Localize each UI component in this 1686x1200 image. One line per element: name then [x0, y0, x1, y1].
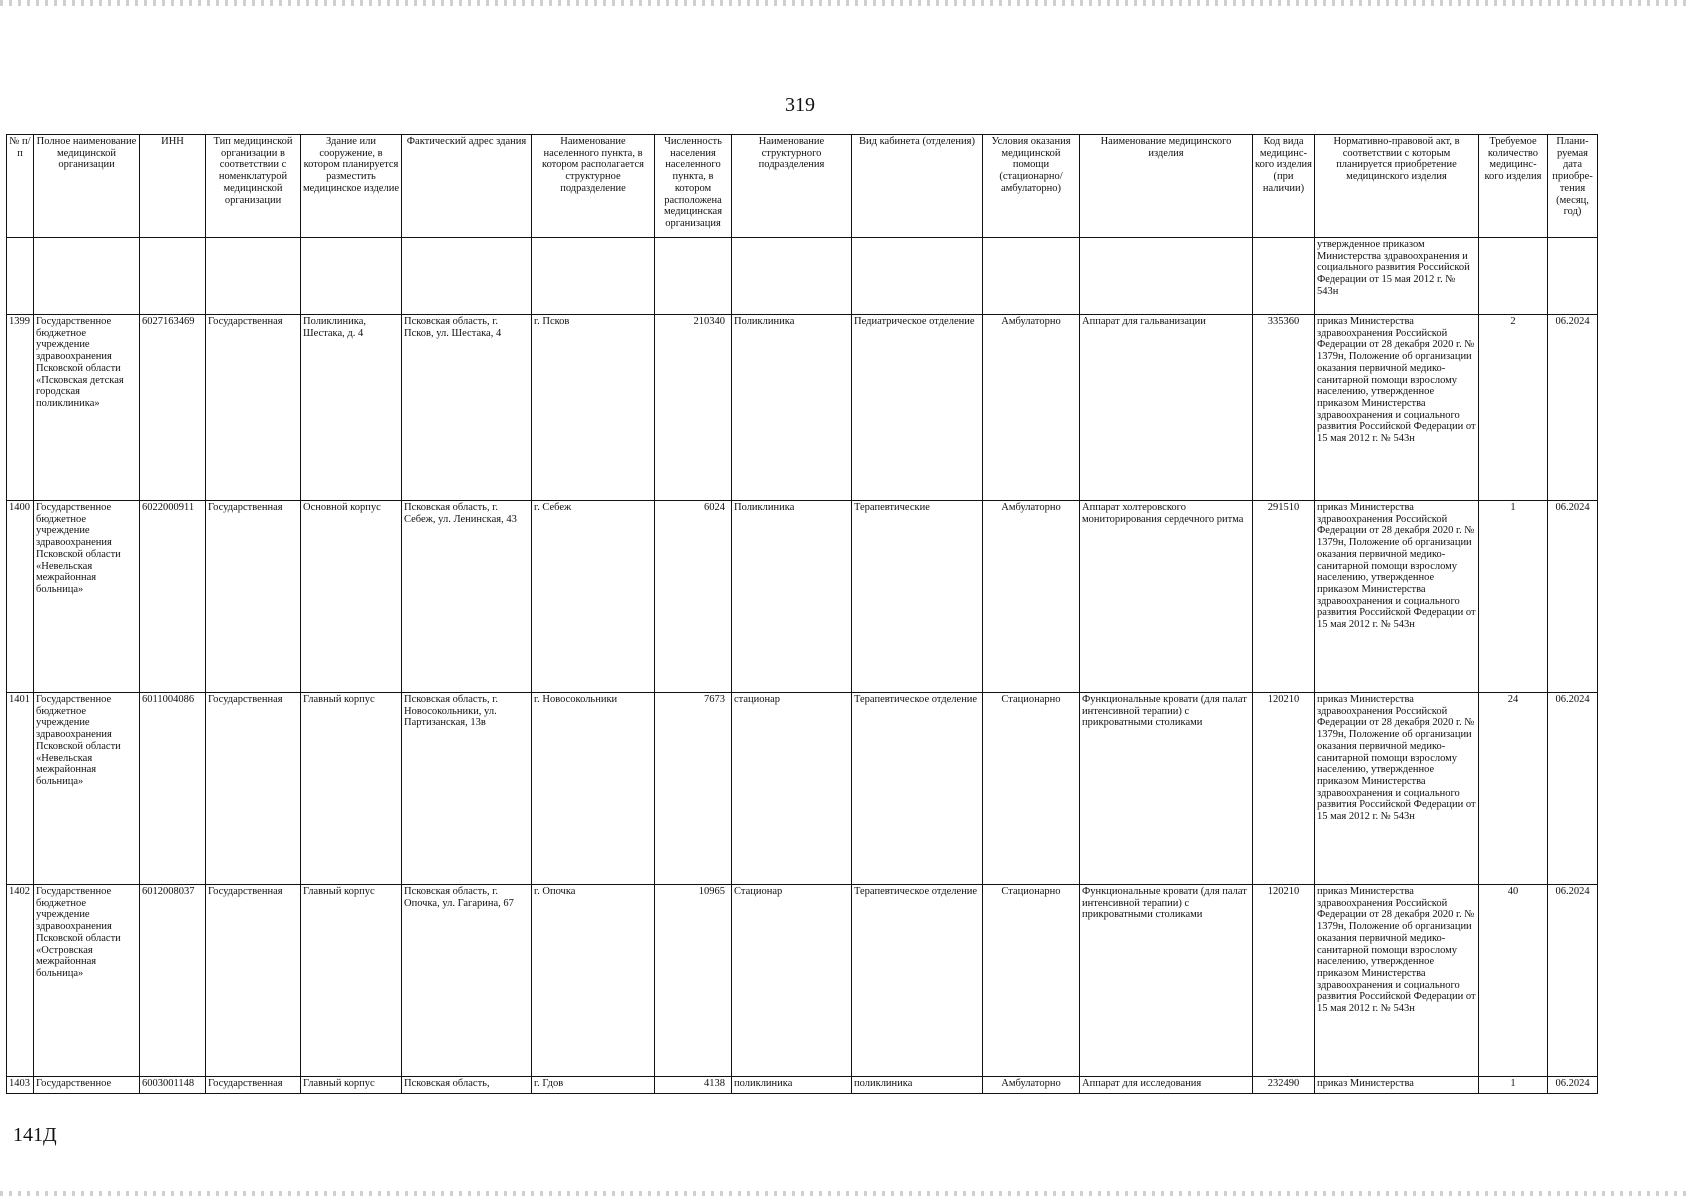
cell-settlement: г. Опочка	[532, 885, 655, 1077]
page-number: 319	[785, 94, 815, 116]
cell-building: Поликлиника, Шестака, д. 4	[301, 315, 402, 501]
table-row	[7, 885, 1598, 1077]
cell-device: Аппарат для гальванизации	[1080, 315, 1253, 501]
cell-settlement: г. Новосокольники	[532, 693, 655, 885]
cell-building: Главный корпус	[301, 885, 402, 1077]
header-settlement: Наименование населенного пункта, в котором располагается структурное подразделение	[532, 135, 655, 238]
cell-act: приказ Министерства здравоохранения Российской Федерации от 28 декабря 2020 г. № 1379н, Положение об организации оказания первичной медико-санитарной помощи взрослому населению, утвержденное приказом Министерства здравоохранения и социального развития Российской Федерации от 15 мая 2012 г. № 543н	[1315, 315, 1479, 501]
cell-act: приказ Министерства здравоохранения Российской Федерации от 28 декабря 2020 г. № 1379н, Положение об организации оказания первичной медико-санитарной помощи взрослому населению, утвержденное приказом Министерства здравоохранения и социального развития Российской Федерации от 15 мая 2012 г. № 543н	[1315, 501, 1479, 693]
cell-code: 120210	[1253, 693, 1315, 885]
header-org: Полное наименование медицинской организации	[34, 135, 140, 238]
cell-act: приказ Министерства здравоохранения Российской Федерации от 28 декабря 2020 г. № 1379н, Положение об организации оказания первичной медико-санитарной помощи взрослому населению, утвержденное приказом Министерства здравоохранения и социального развития Российской Федерации от 15 мая 2012 г. № 543н	[1315, 885, 1479, 1077]
cell-num: 1400	[7, 501, 34, 693]
cell-conditions: Стационарно	[983, 693, 1080, 885]
cell-act-continuation: утвержденное приказом Министерства здравоохранения и социального развития Российской Федерации от 15 мая 2012 г. № 543н	[1315, 238, 1479, 315]
cell-division: стационар	[732, 693, 852, 885]
cell-org: Государственное	[34, 1077, 140, 1094]
cell-division: Стационар	[732, 885, 852, 1077]
cell-num: 1402	[7, 885, 34, 1077]
cell-inn: 6003001148	[140, 1077, 206, 1094]
cell-type: Государственная	[206, 1077, 301, 1094]
cell-org: Государственное бюджетное учреждение здравоохранения Псковской области «Псковская детская городская поликлиника»	[34, 315, 140, 501]
cell-type: Государственная	[206, 693, 301, 885]
cell-num: 1403	[7, 1077, 34, 1094]
table-row	[7, 1077, 1598, 1094]
cell-inn: 6012008037	[140, 885, 206, 1077]
cell-code: 232490	[1253, 1077, 1315, 1094]
header-cabinet: Вид кабинета (отделения)	[852, 135, 983, 238]
cell-building: Основной корпус	[301, 501, 402, 693]
cell-population: 10965	[655, 885, 732, 1077]
cell-date: 06.2024	[1548, 315, 1598, 501]
cell-type: Государственная	[206, 885, 301, 1077]
header-qty: Требуемое количество медицинс-кого изделия	[1479, 135, 1548, 238]
cell-qty: 24	[1479, 693, 1548, 885]
cell-org: Государственное бюджетное учреждение здравоохранения Псковской области «Невельская межрайонная больница»	[34, 693, 140, 885]
cell-qty: 1	[1479, 501, 1548, 693]
cell-date: 06.2024	[1548, 693, 1598, 885]
cell-settlement: г. Гдов	[532, 1077, 655, 1094]
cell-conditions: Амбулаторно	[983, 1077, 1080, 1094]
cell-conditions: Амбулаторно	[983, 315, 1080, 501]
cell-inn: 6011004086	[140, 693, 206, 885]
header-num: № п/п	[7, 135, 34, 238]
header-type: Тип медицинской организации в соответствии с номенклатурой медицинской организации	[206, 135, 301, 238]
header-code: Код вида медицинс-кого изделия (при наличии)	[1253, 135, 1315, 238]
cell-num: 1401	[7, 693, 34, 885]
header-date: Плани-руемая дата приобре-тения (месяц, год)	[1548, 135, 1598, 238]
cell-code: 120210	[1253, 885, 1315, 1077]
cell-address: Псковская область, г. Себеж, ул. Ленинская, 43	[402, 501, 532, 693]
cell-num: 1399	[7, 315, 34, 501]
cell-cabinet: Терапевтическое отделение	[852, 885, 983, 1077]
cell-address: Псковская область,	[402, 1077, 532, 1094]
medical-equipment-table	[6, 134, 1598, 1094]
cell-conditions: Амбулаторно	[983, 501, 1080, 693]
cell-code: 335360	[1253, 315, 1315, 501]
cell-type: Государственная	[206, 315, 301, 501]
cell-division: Поликлиника	[732, 501, 852, 693]
cell-inn: 6022000911	[140, 501, 206, 693]
header-act: Нормативно-правовой акт, в соответствии с которым планируется приобретение медицинского изделия	[1315, 135, 1479, 238]
cell-settlement: г. Себеж	[532, 501, 655, 693]
header-inn: ИНН	[140, 135, 206, 238]
header-address: Фактический адрес здания	[402, 135, 532, 238]
cell-address: Псковская область, г. Псков, ул. Шестака, 4	[402, 315, 532, 501]
cell-org: Государственное бюджетное учреждение здравоохранения Псковской области «Невельская межрайонная больница»	[34, 501, 140, 693]
cell-building: Главный корпус	[301, 1077, 402, 1094]
header-building: Здание или сооружение, в котором планируется разместить медицинское изделие	[301, 135, 402, 238]
cell-qty: 2	[1479, 315, 1548, 501]
cell-cabinet: Терапевтическое отделение	[852, 693, 983, 885]
table-row	[7, 501, 1598, 693]
cell-act: приказ Министерства здравоохранения Российской Федерации от 28 декабря 2020 г. № 1379н, Положение об организации оказания первичной медико-санитарной помощи взрослому населению, утвержденное приказом Министерства здравоохранения и социального развития Российской Федерации от 15 мая 2012 г. № 543н	[1315, 693, 1479, 885]
cell-address: Псковская область, г. Новосокольники, ул. Партизанская, 13в	[402, 693, 532, 885]
cell-population: 4138	[655, 1077, 732, 1094]
cell-device: Функциональные кровати (для палат интенсивной терапии) с прикроватными столиками	[1080, 885, 1253, 1077]
cell-conditions: Стационарно	[983, 885, 1080, 1077]
cell-date: 06.2024	[1548, 885, 1598, 1077]
cell-settlement: г. Псков	[532, 315, 655, 501]
cell-device: Аппарат холтеровского мониторирования сердечного ритма	[1080, 501, 1253, 693]
cell-device: Аппарат для исследования	[1080, 1077, 1253, 1094]
cell-address: Псковская область, г. Опочка, ул. Гагарина, 67	[402, 885, 532, 1077]
header-conditions: Условия оказания медицинской помощи (стационарно/ амбулаторно)	[983, 135, 1080, 238]
cell-division: поликлиника	[732, 1077, 852, 1094]
scan-edge-bottom	[0, 1191, 1686, 1196]
table-row	[7, 693, 1598, 885]
cell-qty: 1	[1479, 1077, 1548, 1094]
cell-act: приказ Министерства	[1315, 1077, 1479, 1094]
header-population: Численность населения населенного пункта, в котором расположена медицинская организация	[655, 135, 732, 238]
cell-code: 291510	[1253, 501, 1315, 693]
cell-type: Государственная	[206, 501, 301, 693]
cell-population: 6024	[655, 501, 732, 693]
cell-division: Поликлиника	[732, 315, 852, 501]
header-row	[7, 135, 1598, 238]
continuation-row	[7, 238, 1598, 315]
document-code: 141Д	[13, 1124, 57, 1146]
cell-cabinet: поликлиника	[852, 1077, 983, 1094]
cell-building: Главный корпус	[301, 693, 402, 885]
cell-date: 06.2024	[1548, 501, 1598, 693]
cell-population: 210340	[655, 315, 732, 501]
cell-org: Государственное бюджетное учреждение здравоохранения Псковской области «Островская межрайонная больница»	[34, 885, 140, 1077]
table-row	[7, 315, 1598, 501]
header-device: Наименование медицинского изделия	[1080, 135, 1253, 238]
cell-date: 06.2024	[1548, 1077, 1598, 1094]
cell-device: Функциональные кровати (для палат интенсивной терапии) с прикроватными столиками	[1080, 693, 1253, 885]
cell-cabinet: Педиатрическое отделение	[852, 315, 983, 501]
cell-cabinet: Терапевтические	[852, 501, 983, 693]
cell-qty: 40	[1479, 885, 1548, 1077]
cell-population: 7673	[655, 693, 732, 885]
header-division: Наименование структурного подразделения	[732, 135, 852, 238]
scan-edge-top	[0, 0, 1686, 6]
cell-inn: 6027163469	[140, 315, 206, 501]
